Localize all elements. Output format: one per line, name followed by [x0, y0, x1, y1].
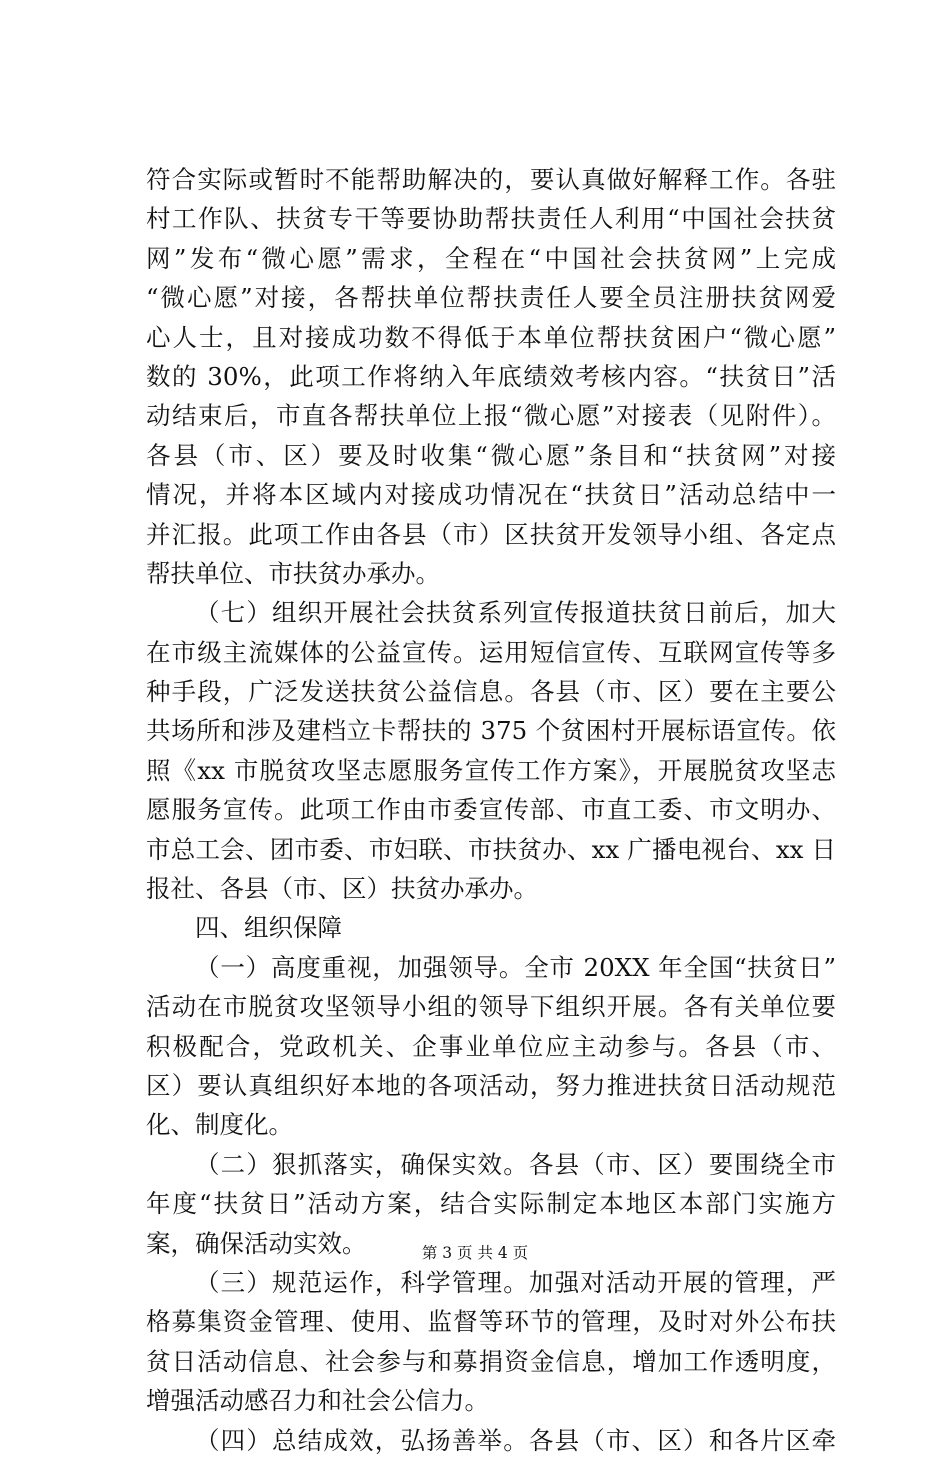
- text-line: 愿服务宣传。此项工作由市委宣传部、市直工委、市文明办、: [146, 795, 836, 825]
- text-line: 活动在市脱贫攻坚领导小组的领导下组织开展。各有关单位要: [146, 992, 836, 1022]
- text-line: （七）组织开展社会扶贫系列宣传报道扶贫日前后，加大: [195, 598, 836, 628]
- text-line: （一）高度重视，加强领导。全市 20XX 年全国“扶贫日”: [195, 952, 836, 982]
- text-line: 各县（市、区）要及时收集“微心愿”条目和“扶贫网”对接: [146, 440, 836, 470]
- text-line: 情况，并将本区域内对接成功情况在“扶贫日”活动总结中一: [146, 480, 836, 510]
- text-line: 年度“扶贫日”活动方案，结合实际制定本地区本部门实施方: [146, 1189, 836, 1219]
- text-line: 村工作队、扶贫专干等要协助帮扶责任人利用“中国社会扶贫: [146, 204, 836, 234]
- text-line: 化、制度化。: [146, 1110, 293, 1140]
- section-heading: 四、组织保障: [195, 913, 342, 943]
- text-line: 在市级主流媒体的公益宣传。运用短信宣传、互联网宣传等多: [146, 637, 836, 667]
- text-line: 照《xx 市脱贫攻坚志愿服务宣传工作方案》，开展脱贫攻坚志: [146, 755, 836, 785]
- text-line: 市总工会、团市委、市妇联、市扶贫办、xx 广播电视台、xx 日: [146, 834, 836, 864]
- text-line: 增强活动感召力和社会公信力。: [146, 1386, 489, 1416]
- document-body: [146, 160, 836, 1460]
- text-line: 报社、各县（市、区）扶贫办承办。: [146, 874, 538, 904]
- text-line: 网”发布“微心愿”需求，全程在“中国社会扶贫网”上完成: [146, 243, 836, 273]
- page-number-footer: 第 3 页 共 4 页: [421, 1244, 529, 1262]
- text-line: （三）规范运作，科学管理。加强对活动开展的管理，严: [195, 1267, 836, 1297]
- text-line: 区）要认真组织好本地的各项活动，努力推进扶贫日活动规范: [146, 1070, 836, 1100]
- text-line: （二）狠抓落实，确保实效。各县（市、区）要围绕全市: [195, 1149, 836, 1179]
- text-line: 共场所和涉及建档立卡帮扶的 375 个贫困村开展标语宣传。依: [146, 716, 836, 746]
- text-line: 符合实际或暂时不能帮助解决的，要认真做好解释工作。各驻: [146, 165, 836, 194]
- text-line: 积极配合，党政机关、企事业单位应主动参与。各县（市、: [146, 1031, 836, 1061]
- text-line: 种手段，广泛发送扶贫公益信息。各县（市、区）要在主要公: [146, 677, 836, 707]
- text-line: 帮扶单位、市扶贫办承办。: [146, 558, 440, 588]
- text-line: （四）总结成效，弘扬善举。各县（市、区）和各片区牵: [195, 1425, 836, 1455]
- text-line: 格募集资金管理、使用、监督等环节的管理，及时对外公布扶: [146, 1307, 836, 1337]
- text-line: 心人士，且对接成功数不得低于本单位帮扶贫困户“微心愿”: [146, 322, 836, 352]
- text-line: 数的 30%，此项工作将纳入年底绩效考核内容。“扶贫日”活: [146, 361, 836, 391]
- text-line: 动结束后，市直各帮扶单位上报“微心愿”对接表（见附件）。: [146, 401, 836, 431]
- text-line: 并汇报。此项工作由各县（市）区扶贫开发领导小组、各定点: [146, 519, 836, 549]
- text-line: “微心愿”对接，各帮扶单位帮扶责任人要全员注册扶贫网爱: [146, 283, 836, 313]
- text-line: 贫日活动信息、社会参与和募捐资金信息，增加工作透明度，: [146, 1346, 836, 1376]
- text-line: 案，确保活动实效。: [146, 1228, 367, 1258]
